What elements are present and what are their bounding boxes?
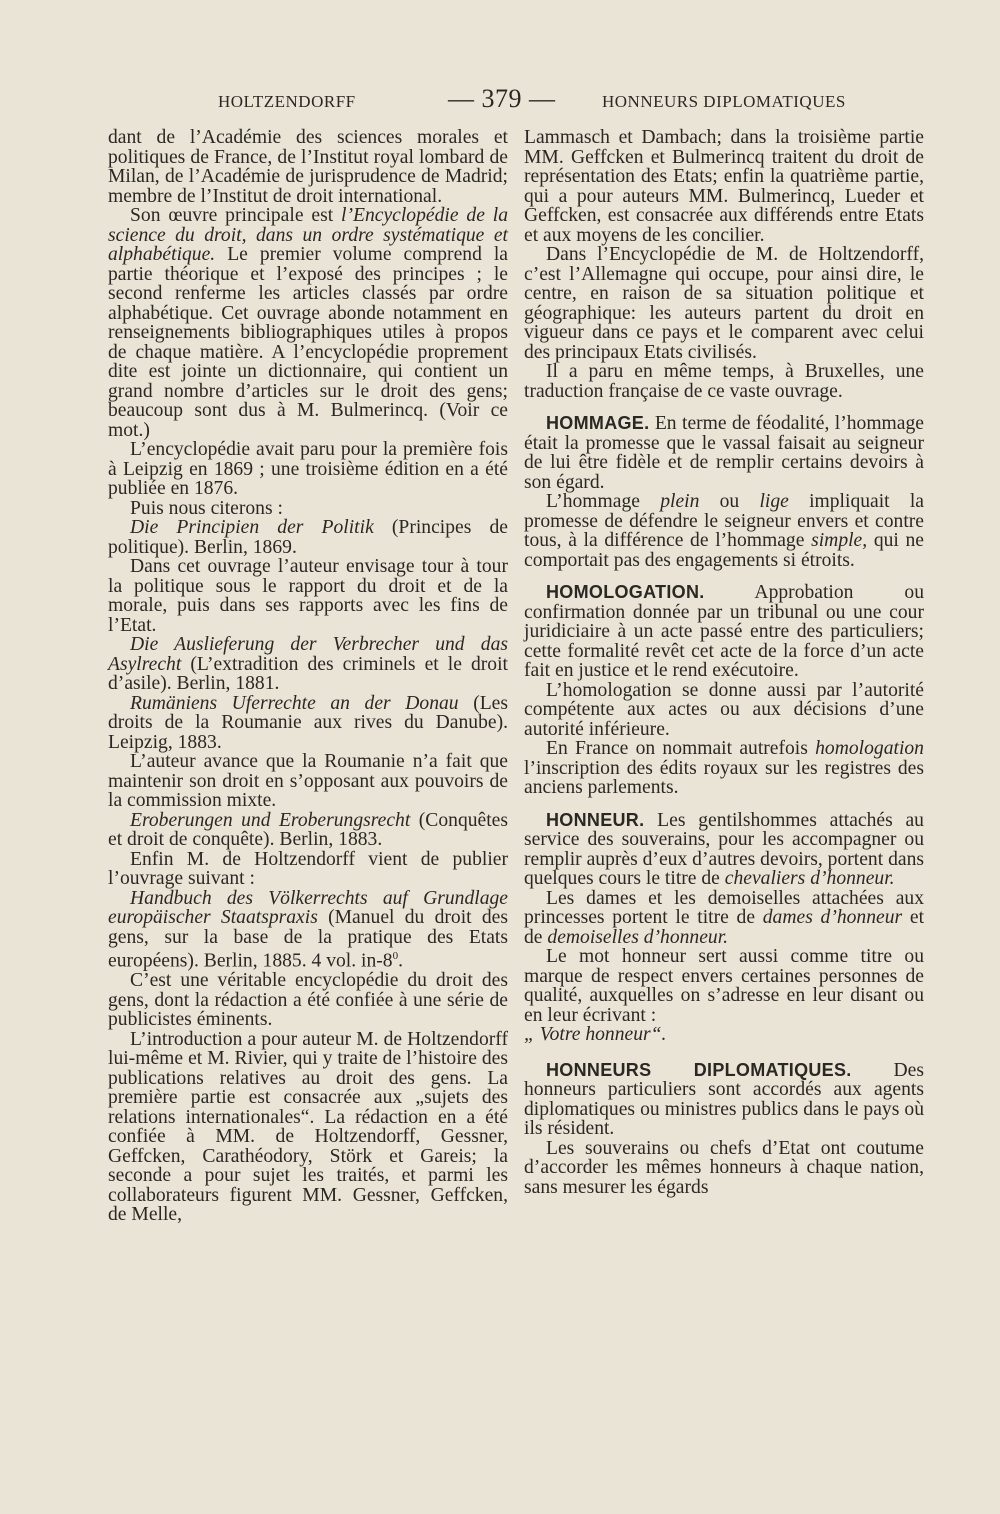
text-run: ou <box>719 491 740 512</box>
paragraph <box>524 492 924 570</box>
running-head-right: HONNEURS DIPLOMATIQUES <box>602 92 846 111</box>
italic-term: plein <box>660 491 700 512</box>
text-run: Le mot honneur sert aussi comme titre ou marque de respect envers certaines personnes de qualité, auxquelles on s’adresse en leur disant ou en leur écrivant : <box>524 946 924 1026</box>
paragraph <box>524 362 924 401</box>
paragraph <box>108 971 508 1030</box>
paragraph <box>108 694 508 753</box>
headword: HONNEURS DIPLOMATIQUES. <box>546 1059 852 1080</box>
italic-term: simple, <box>811 530 868 551</box>
text-run: L’introduction a pour auteur M. de Holtzendorff lui-même et M. Rivier, qui y traite de l’histoire des publications relatives au droit des gens. La première partie est consacrée aux „sujets des relations internationales“. La rédaction en a été confiée à MM. de Holtzendorff, Gessner, Geffcken, Carathéodory, Störk et Gareis; la seconde a pour sujet les traités, et parmi les collaborateurs figurent MM. Gessner, Geffcken, de Melle, <box>108 1028 508 1226</box>
paragraph <box>524 681 924 740</box>
entry-honneur <box>524 811 924 889</box>
text-run: Lammasch et Dambach; dans la troisième partie MM. Geffcken et Bulmerincq traitent du droit de représentation des Etats; enfin la quatrième partie, qui a pour auteurs MM. Bulmerincq, Lueder et Geffcken, est consacrée aux différends entre Etats et aux moyens de les concilier. <box>524 127 924 246</box>
paragraph <box>524 1139 924 1198</box>
text-run: Dans cet ouvrage l’auteur envisage tour à tour la politique sous le rapport du droit et de la morale, puis dans ses rapports avec les fins de l’Etat. <box>108 556 508 636</box>
paragraph <box>108 889 508 972</box>
text-run: (L’extradition des criminels et le droit d’asile). Berlin, 1881. <box>108 653 508 694</box>
text-run: Puis nous citerons : <box>130 497 283 519</box>
italic-title: Rumäniens Uferrechte an der Donau <box>130 692 459 714</box>
paragraph <box>108 850 508 889</box>
left-column <box>108 128 508 1225</box>
text-run: l’inscription des édits royaux sur les registres des anciens parlements. <box>524 757 924 798</box>
entry-homologation <box>524 583 924 681</box>
italic-term: chevaliers d’honneur. <box>724 868 895 889</box>
text-run: Approbation ou confirmation donnée par un tribunal ou une cour juridiciaire à un acte passé entre des particuliers; cette formalité revêt cet acte de la force d’un acte fait en justice et le rend exécutoire. <box>524 582 924 681</box>
text-run: (Principes de politique). Berlin, 1869. <box>108 517 508 558</box>
italic-term: homologation <box>815 738 924 759</box>
italic-term: dames d’honneur <box>762 907 903 928</box>
text-run: Les souverains ou chefs d’Etat ont coutume d’accorder les mêmes honneurs à chaque nation, sans mesurer les égards <box>524 1137 924 1198</box>
right-column <box>524 128 924 1197</box>
paragraph <box>108 128 508 206</box>
text-run: Dans l’Encyclopédie de M. de Holtzendorff, c’est l’Allemagne qui occupe, pour ainsi dire, le centre, en raison de sa situation politique et géographique: les auteurs partent du droit en vigueur dans ce pays et le comparent avec celui des principaux Etats civilisés. <box>524 244 924 363</box>
italic-term: demoiselles d’honneur. <box>547 926 729 948</box>
text-run: L’homologation se donne aussi par l’autorité compétente aux actes ou aux décisions d’une autorité inférieure. <box>524 679 924 740</box>
paragraph <box>524 245 924 362</box>
text-run: En terme de féodalité, l’hommage était la promesse que le vassal faisait au seigneur de lui être fidèle et de remplir certains devoirs à son égard. <box>524 413 924 493</box>
text-run: Les dames et les demoiselles attachées aux princesses portent le titre de <box>524 887 924 928</box>
italic-title: Handbuch des Völkerrechts auf Grundlage europäischer Staatspraxis <box>108 887 508 928</box>
paragraph <box>524 947 924 1025</box>
text-run: Enfin M. de Holtzendorff vient de publier l’ouvrage suivant : <box>108 848 508 889</box>
text-run: Son œuvre principale est <box>130 205 334 226</box>
text-run: (Les droits de la Roumanie aux rives du Danube). Leipzig, 1883. <box>108 692 509 753</box>
paragraph <box>108 518 508 557</box>
text-run: (Conquêtes et droit de conquête). Berlin, 1883. <box>108 809 508 850</box>
entry-honneurs-diplomatiques <box>524 1061 924 1139</box>
text-run: Les gentilshommes attachés au service des souverains, pour les accompagner ou remplir auprès d’eux d’autres devoirs, portent dans quelques cours le titre de <box>524 809 924 889</box>
text-run: Des honneurs particuliers sont accordés aux agents diplomatiques ou ministres publics dans le pays où ils résident. <box>524 1059 924 1139</box>
headword: HOMOLOGATION. <box>546 582 705 602</box>
italic-term: „ Votre honneur“. <box>524 1024 667 1045</box>
text-run: C’est une véritable encyclopédie du droit des gens, dont la rédaction a été confiée à une série de publicistes éminents. <box>108 970 508 1031</box>
italic-title: Eroberungen und Eroberungsrecht <box>130 809 411 831</box>
superscript: 0 <box>392 950 399 962</box>
running-head <box>0 84 1000 118</box>
text-run: (Manuel du droit des gens, sur la base de la pratique des Etats européens). Berlin, 1885. 4 vol. in-8 <box>108 907 509 972</box>
text-run: dant de l’Académie des sciences morales et politiques de France, de l’Institut royal lombard de Milan, de l’Académie de jurisprudence de Madrid; membre de l’Institut de droit international. <box>108 127 508 207</box>
paragraph <box>108 206 508 440</box>
paragraph <box>108 499 508 519</box>
text-run: L’encyclopédie avait paru pour la première fois à Leipzig en 1869 ; une troisième édition en a été publiée en 1876. <box>108 439 508 499</box>
paragraph <box>524 889 924 948</box>
paragraph <box>108 752 508 811</box>
italic-title: Die Auslieferung der Verbrecher und das Asylrecht <box>108 634 508 675</box>
headword: HONNEUR. <box>546 809 645 830</box>
text-run: L’auteur avance que la Roumanie n’a fait que maintenir son droit en s’opposant aux pouvoirs de la commission mixte. <box>108 751 508 811</box>
headword: HOMMAGE. <box>546 413 650 433</box>
text-run: impliquait la promesse de défendre le seigneur envers et contre tous, à la différence de l’hommage <box>524 491 924 551</box>
paragraph <box>524 1025 924 1045</box>
paragraph <box>108 440 508 499</box>
italic-title: l’Encyclopédie de la science du droit, dans un ordre systématique et alphabétique. <box>108 205 508 265</box>
paragraph <box>524 128 924 245</box>
text-run: . <box>398 950 404 972</box>
text-run: En France on nommait autrefois <box>546 738 808 759</box>
paragraph <box>108 811 508 850</box>
page-number: — 379 — <box>448 84 556 113</box>
text-run: qui ne comportait pas des engagements si étroits. <box>524 530 924 571</box>
paragraph <box>108 1030 508 1225</box>
text-run: Le premier volume comprend la partie théorique et l’exposé des principes ; le second renferme les articles classés par ordre alphabétique. Cet ouvrage abonde notamment en renseignements bibliographiques utiles à propos de chaque matière. A l’encyclopédie proprement dite est jointe un dictionnaire, qui contient un grand nombre d’articles sur le droit des gens; beaucoup sont dus à M. Bulmerincq. (Voir ce mot.) <box>108 244 508 441</box>
paragraph <box>108 635 508 694</box>
text-run: Il a paru en même temps, à Bruxelles, une traduction française de ce vaste ouvrage. <box>524 361 924 402</box>
italic-title: Die Principien der Politik <box>130 517 374 538</box>
running-head-left: HOLTZENDORFF <box>218 92 356 111</box>
paragraph <box>108 557 508 635</box>
paragraph <box>524 739 924 798</box>
text-run: et de <box>524 907 925 948</box>
text-run: L’hommage <box>546 491 640 512</box>
entry-hommage <box>524 414 924 492</box>
italic-term: lige <box>759 491 789 512</box>
